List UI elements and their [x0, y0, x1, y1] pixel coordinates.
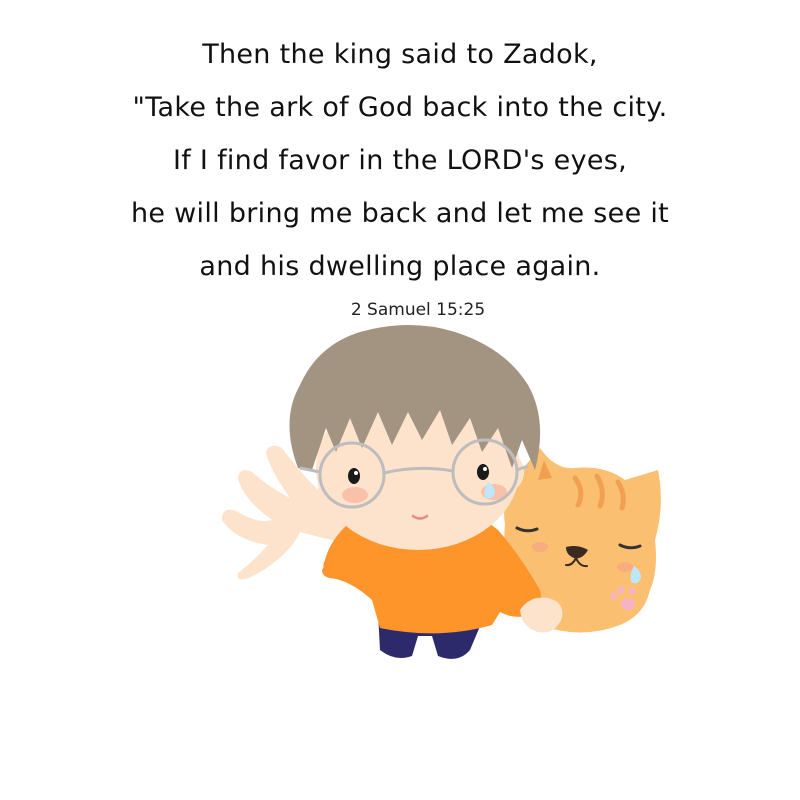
boy-eye-shine — [483, 467, 487, 471]
boy-eye — [348, 468, 360, 484]
cat-paw-pad — [618, 587, 625, 594]
verse-line: Then the king said to Zadok, — [202, 39, 598, 70]
verse-line: he will bring me back and let me see it — [130, 198, 670, 229]
verse-line: If I find favor in the LORD's eyes, — [172, 145, 628, 176]
boy-eye — [477, 464, 489, 480]
cat-blush — [532, 542, 548, 552]
verse-line: and his dwelling place again. — [199, 251, 601, 282]
cat-paw-pad — [629, 588, 636, 595]
cat-blush — [617, 562, 633, 572]
verse-reference: 2 Samuel 15:25 — [350, 300, 486, 320]
cat-paw-pad — [621, 598, 635, 610]
boy — [222, 325, 562, 659]
boy-blush — [342, 487, 368, 503]
cat-paw-pad — [611, 593, 618, 600]
boy-eye-shine — [354, 471, 358, 475]
verse-line: "Take the ark of God back into the city. — [132, 92, 668, 123]
